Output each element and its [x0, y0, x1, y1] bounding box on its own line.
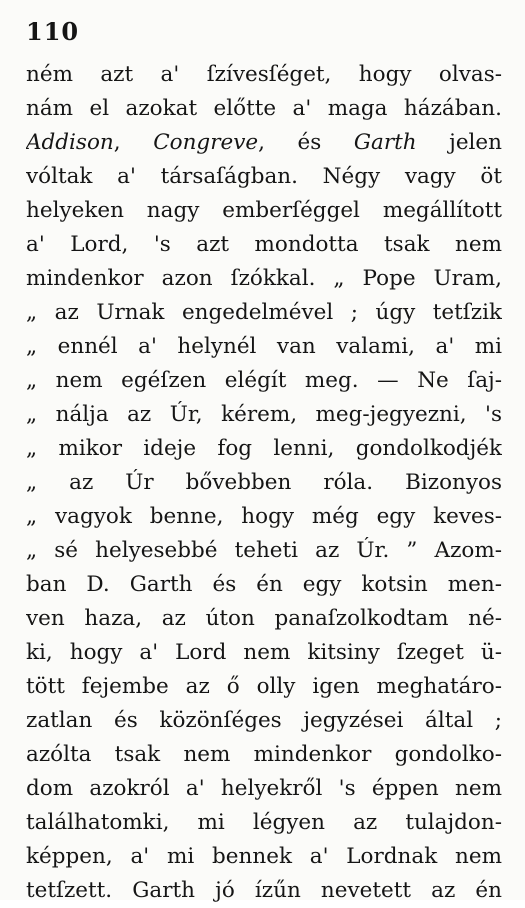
text-line: dom azokról a' helyekről 's éppen nem	[26, 776, 502, 801]
text-line: a' Lord, 's azt mondotta tsak nem	[26, 232, 502, 257]
page-number: 110	[26, 17, 80, 46]
text-line: azólta tsak nem mindenkor gondolko-	[26, 742, 502, 767]
text-line: „ ennél a' helynél van valami, a' mi	[26, 334, 502, 359]
text-line: tött fejembe az ő olly igen meghatáro-	[26, 674, 502, 699]
text-line: „ az Urnak engedelmével ; úgy tetſzik	[26, 300, 502, 325]
text-line: zatlan és közönſéges jegyzései által ;	[26, 708, 502, 733]
text-line: tetſzett. Garth jó ízűn nevetett az én	[26, 878, 502, 903]
text-line-italic-names: Addison, Congreve, és Garth jelen	[26, 130, 502, 155]
italic-name: Garth	[353, 130, 417, 155]
text-line: helyeken nagy emberſéggel megállított	[26, 198, 502, 223]
body-text	[26, 58, 502, 908]
text-line: vóltak a' társaſágban. Négy vagy öt	[26, 164, 502, 189]
text-line: ban D. Garth és én egy kotsin men-	[26, 572, 502, 597]
text-line: ném azt a' ſzívesſéget, hogy olvas-	[26, 62, 502, 87]
text-line: „ nálja az Úr, kérem, meg-jegyezni, 's	[26, 402, 502, 427]
text-line: találhatomki, mi légyen az tulajdon-	[26, 810, 502, 835]
text-line: „ az Úr bővebben róla. Bizonyos	[26, 470, 502, 495]
italic-name: Congreve	[153, 130, 259, 155]
text-line: „ nem egéſzen elégít meg. — Ne ſaj-	[26, 368, 502, 393]
text-line: ven haza, az úton panaſzolkodtam né-	[26, 606, 502, 631]
text-line: mindenkor azon ſzókkal. „ Pope Uram,	[26, 266, 502, 291]
text-line: nám el azokat előtte a' maga házában.	[26, 96, 502, 121]
text-line: képpen, a' mi bennek a' Lordnak nem	[26, 844, 502, 869]
text-line: „ mikor ideje fog lenni, gondolkodjék	[26, 436, 502, 461]
text-line: „ vagyok benne, hogy még egy keves-	[26, 504, 502, 529]
text-line: ki, hogy a' Lord nem kitsiny ſzeget ü-	[26, 640, 502, 665]
italic-name: Addison	[26, 130, 114, 155]
text-line: „ sé helyesebbé teheti az Úr. ” Azom-	[26, 538, 502, 563]
